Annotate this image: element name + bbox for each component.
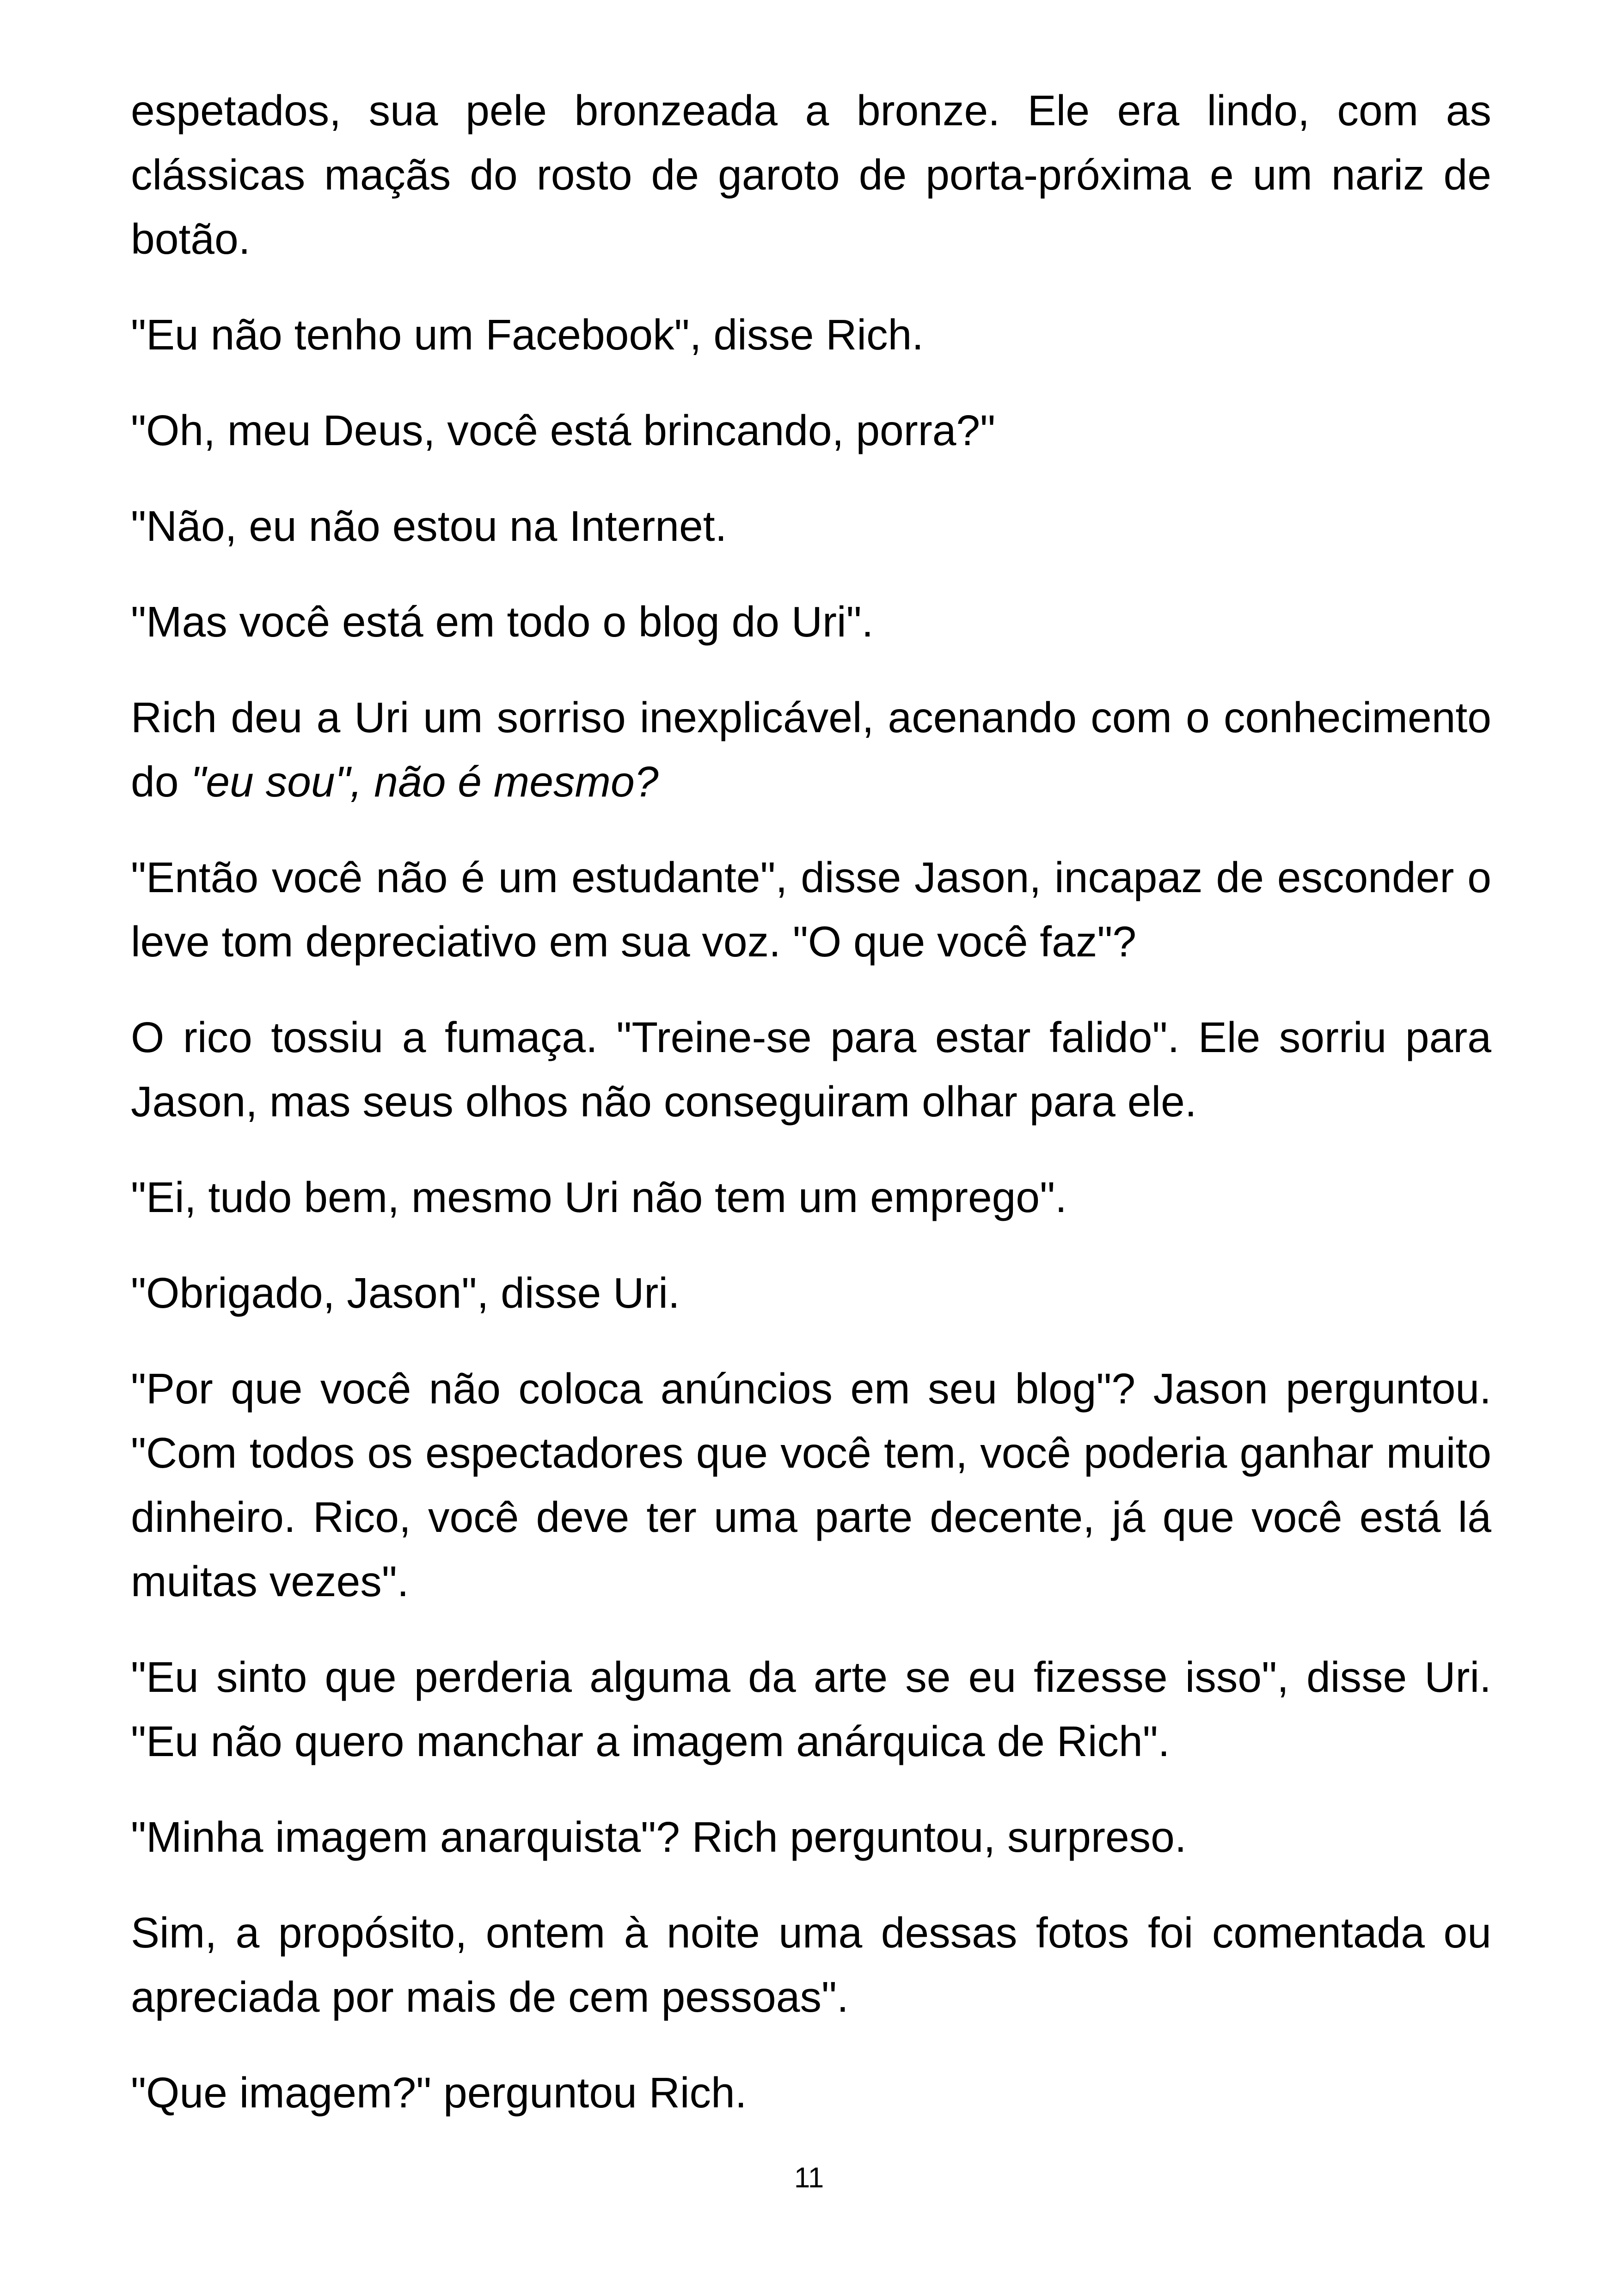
paragraph-12: "Eu sinto que perderia alguma da arte se eu fizesse isso", disse Uri. "Eu não quero manchar a imagem anárquica de Rich". [131, 1653, 1491, 1765]
document-body [131, 79, 1491, 2156]
paragraph-14: Sim, a propósito, ontem à noite uma dessas fotos foi comentada ou apreciada por mais de cem pessoas". [131, 1909, 1491, 2021]
page-number: 11 [794, 2162, 824, 2194]
paragraph-7: "Então você não é um estudante", disse Jason, incapaz de esconder o leve tom depreciativo em sua voz. "O que você faz"? [131, 853, 1491, 966]
paragraph-1: espetados, sua pele bronzeada a bronze. Ele era lindo, com as clássicas maçãs do rosto de garoto de porta-próxima e um nariz de botão. [131, 86, 1491, 263]
paragraph-3: "Oh, meu Deus, você está brincando, porra?" [131, 406, 996, 454]
paragraph-13: "Minha imagem anarquista"? Rich perguntou, surpreso. [131, 1813, 1187, 1861]
paragraph-5: "Mas você está em todo o blog do Uri". [131, 598, 874, 646]
paragraph-6-text: Rich deu a Uri um sorriso inexplicável, acenando com o conhecimento do [131, 693, 1491, 806]
paragraph-9: "Ei, tudo bem, mesmo Uri não tem um emprego". [131, 1173, 1067, 1221]
paragraph-4: "Não, eu não estou na Internet. [131, 502, 727, 550]
paragraph-15: "Que imagem?" perguntou Rich. [131, 2069, 747, 2117]
paragraph-11: "Por que você não coloca anúncios em seu blog"? Jason perguntou. "Com todos os espectadores que você tem, você poderia ganhar muito dinheiro. Rico, você deve ter uma parte decente, já que você está lá muitas vezes". [131, 1365, 1491, 1605]
paragraph-6 [131, 686, 1491, 814]
paragraph-10: "Obrigado, Jason", disse Uri. [131, 1269, 680, 1317]
paragraph-2: "Eu não tenho um Facebook", disse Rich. [131, 311, 924, 359]
paragraph-8: O rico tossiu a fumaça. "Treine-se para estar falido". Ele sorriu para Jason, mas seus olhos não conseguiram olhar para ele. [131, 1013, 1491, 1126]
paragraph-6-italic-text: "eu sou", não é mesmo? [190, 758, 659, 806]
